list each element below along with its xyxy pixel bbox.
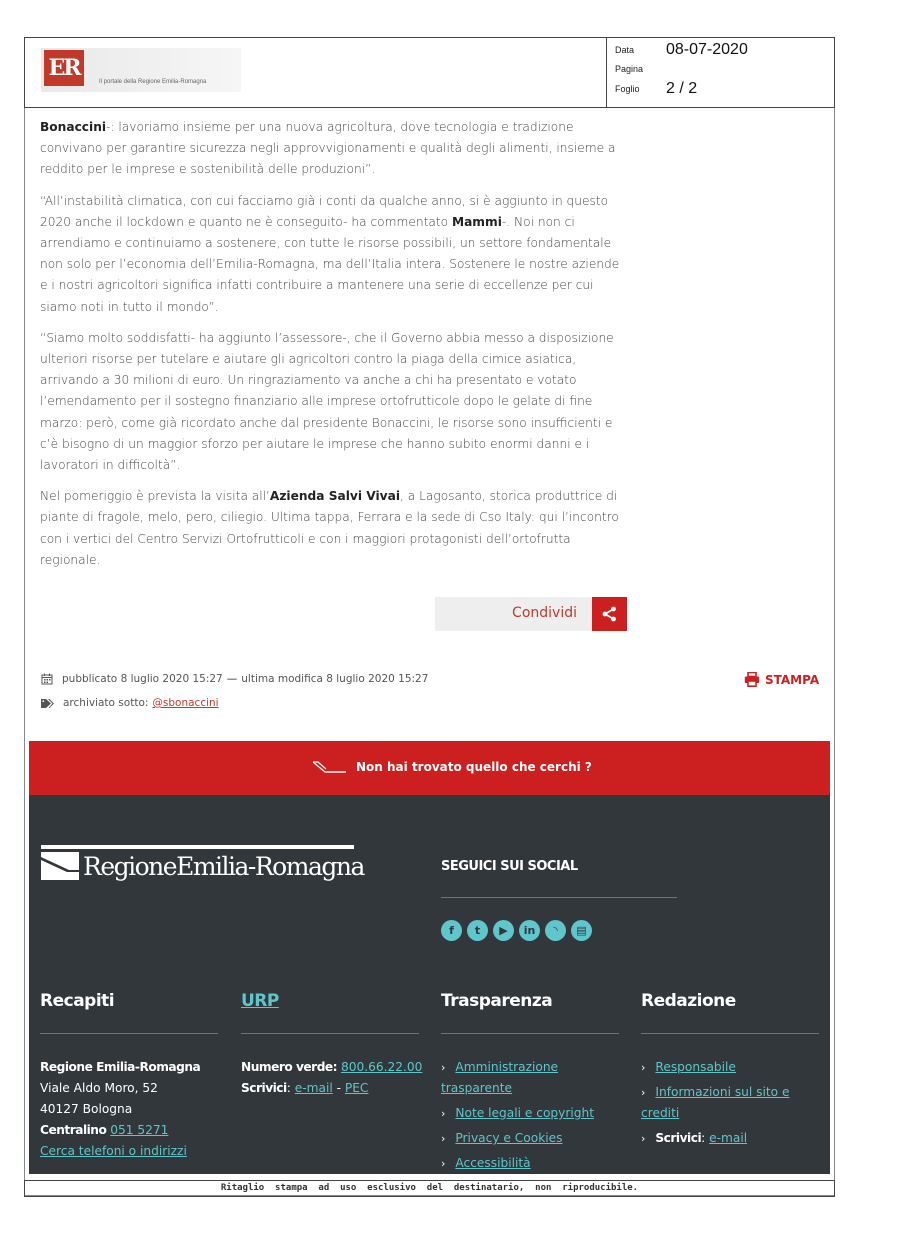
print-button[interactable]: [744, 672, 819, 687]
paragraph-text: “All’instabilità climatica, con cui facciamo già i conti da qualche anno, si è aggiunto in questo 2020 anche il lockdown e quanto ne è conseguito- ha commentato: [40, 193, 609, 229]
rss-icon[interactable]: ◝: [545, 920, 566, 941]
paragraph-text: -. Noi non ci arrendiamo e continuiamo a sostenere, con tutte le risorse possibili, un settore fondamentale non solo per l’economia dell’Emilia-Romagna, ma dell’Italia intera. Sostenere le nostre aziende e i nostri agricoltori significa infatti contribuire a mantenere una serie di eccellenze per cui siamo noti in tutto il mondo”.: [40, 214, 620, 314]
date-label: Data: [615, 45, 635, 55]
trasparenza-link[interactable]: Privacy e Cookies: [455, 1131, 563, 1145]
chevron-right-icon: ›: [641, 1132, 646, 1145]
twitter-icon[interactable]: t: [467, 920, 488, 941]
not-found-text[interactable]: Non hai trovato quello che cerchi ?: [356, 760, 592, 774]
separator: -: [336, 1081, 341, 1095]
regione-logo: [41, 845, 364, 887]
recapiti-title: Recapiti: [40, 991, 115, 1011]
er-logo-mark: ER: [44, 50, 84, 86]
centralino-link[interactable]: 051 5271: [110, 1123, 169, 1137]
sheet-value: 2 / 2: [666, 80, 698, 97]
trasparenza-divider: [441, 1033, 619, 1034]
redazione-email-link[interactable]: e-mail: [709, 1131, 748, 1145]
clipping-disclaimer: Ritaglio stampa ad uso esclusivo del destinatario, non riproducibile.: [24, 1180, 835, 1197]
published-date: pubblicato 8 luglio 2020 15:27: [62, 673, 223, 685]
header-divider: [606, 38, 607, 107]
article-paragraph: [40, 191, 630, 318]
date-value: 08-07-2020: [666, 41, 748, 58]
archived-info: [41, 697, 219, 709]
regione-name: RegioneEmilia-Romagna: [83, 852, 364, 881]
newsletter-icon[interactable]: ▤: [571, 920, 592, 941]
chevron-right-icon: ›: [441, 1157, 446, 1170]
er-logo-tagline: Il portale della Regione Emilia-Romagna: [99, 79, 207, 85]
urp-title-link[interactable]: URP: [241, 991, 279, 1011]
article-paragraph: [40, 117, 630, 181]
tag-icon: [41, 698, 54, 709]
separator-dash: —: [226, 673, 238, 685]
trasparenza-link[interactable]: Accessibilità: [455, 1156, 531, 1170]
clipping-header: [24, 37, 835, 108]
org-name: Regione Emilia-Romagna: [40, 1060, 201, 1074]
linkedin-icon[interactable]: in: [519, 920, 540, 941]
bold-name: Mammi: [451, 214, 502, 229]
email-link[interactable]: e-mail: [294, 1081, 333, 1095]
calendar-icon: [41, 673, 53, 685]
redazione-link[interactable]: Informazioni sul sito e crediti: [641, 1085, 790, 1120]
archived-tag-link[interactable]: @sbonaccini: [152, 697, 219, 709]
address-line: 40127 Bologna: [40, 1102, 133, 1116]
redazione-column: › Responsabile › Informazioni sul sito e crediti › Scrivici: e-mail: [641, 1060, 790, 1145]
redazione-title: Redazione: [641, 991, 736, 1011]
social-icons: [441, 920, 597, 945]
trasparenza-link[interactable]: Note legali e copyright: [455, 1106, 594, 1120]
recapiti-column: [40, 1057, 200, 1162]
trasparenza-link[interactable]: Amministrazione trasparente: [441, 1060, 559, 1095]
paragraph-text: -: lavoriamo insieme per una nuova agricoltura, dove tecnologia e tradizione convivano per garantire sicurezza negli approvvigionamenti e qualità degli alimenti, insieme a reddito per le imprese e sostenibilità delle produzioni”.: [40, 120, 616, 177]
er-logo: [41, 48, 241, 92]
trasparenza-column: [441, 1057, 619, 1174]
bold-name: Azienda Salvi Vivai: [269, 489, 401, 504]
print-label[interactable]: STAMPA: [765, 673, 820, 687]
sheet-label: Foglio: [615, 84, 640, 94]
bold-name: Bonaccini: [40, 120, 107, 134]
paragraph-text: , a Lagosanto, storica produttrice di piante di fragole, melo, pero, ciliegio. Ultima tappa, Ferrara e la sede di Cso Italy: qui l’incontro con i vertici del Centro Servizi Ortofrutticoli e con i maggiori protagonisti dell’ortofrutta regionale.: [40, 489, 619, 567]
chevron-right-icon: ›: [641, 1086, 646, 1099]
share-icon: [602, 606, 617, 622]
youtube-icon[interactable]: ▶: [493, 920, 514, 941]
paragraph-text: Nel pomeriggio è prevista la visita all’: [40, 489, 270, 504]
share-label[interactable]: Condividi: [512, 605, 577, 621]
not-found-banner[interactable]: [29, 741, 830, 795]
article-paragraph: “Siamo molto soddisfatti- ha aggiunto l’assessore-, che il Governo abbia messo a disposizione ulteriori risorse per tutelare e aiutare gli agricoltori contro la piaga della cimice asiatica, arrivando a 30 milioni di euro. Un ringraziamento va anche a chi ha presentato e votato l’emendamento per il sostegno finanziario alle imprese ortofrutticole dopo le gelate di fine marzo: però, come già ricordato anche dal presidente Bonaccini, le risorse sono insufficienti e c’è bisogno di un maggior sforzo per aiutare le imprese che hanno subito enormi danni e i lavoratori in difficoltà”.: [40, 330, 614, 473]
publication-info: [41, 673, 428, 685]
printer-icon: [744, 672, 760, 687]
redazione-divider: [641, 1033, 819, 1034]
write-label: Scrivici: [241, 1081, 287, 1095]
logo-bar: [41, 845, 354, 849]
article-paragraph: [40, 486, 630, 571]
regione-flag-icon: [41, 852, 79, 880]
trasparenza-title: Trasparenza: [441, 991, 553, 1011]
article-body: [40, 117, 630, 581]
pec-link[interactable]: PEC: [344, 1081, 369, 1095]
share-widget[interactable]: [435, 597, 627, 631]
page-label: Pagina: [615, 64, 644, 74]
pencil-icon: [312, 761, 347, 773]
redazione-link[interactable]: Responsabile: [655, 1060, 736, 1074]
centralino-label: Centralino: [40, 1123, 107, 1137]
phone-label: Numero verde:: [241, 1060, 338, 1074]
urp-divider: [241, 1033, 419, 1034]
search-contacts-link[interactable]: Cerca telefoni o indirizzi: [40, 1144, 187, 1158]
archived-label: archiviato sotto:: [63, 697, 149, 709]
chevron-right-icon: ›: [441, 1107, 446, 1120]
site-footer: [29, 795, 830, 1174]
social-divider: [441, 897, 677, 898]
write-label: Scrivici: [655, 1131, 702, 1145]
chevron-right-icon: ›: [441, 1132, 446, 1145]
modified-date: ultima modifica 8 luglio 2020 15:27: [241, 673, 429, 685]
share-button[interactable]: [592, 597, 627, 631]
phone-link[interactable]: 800.66.22.00: [340, 1060, 423, 1074]
chevron-right-icon: ›: [641, 1061, 646, 1074]
chevron-right-icon: ›: [441, 1061, 446, 1074]
social-title: SEGUICI SUI SOCIAL: [441, 859, 578, 874]
facebook-icon[interactable]: f: [441, 920, 462, 941]
urp-column: Numero verde: 800.66.22.00 Scrivici: e-mail - PEC: [241, 1060, 423, 1095]
address-line: Viale Aldo Moro, 52: [40, 1081, 158, 1095]
recapiti-divider: [40, 1033, 218, 1034]
